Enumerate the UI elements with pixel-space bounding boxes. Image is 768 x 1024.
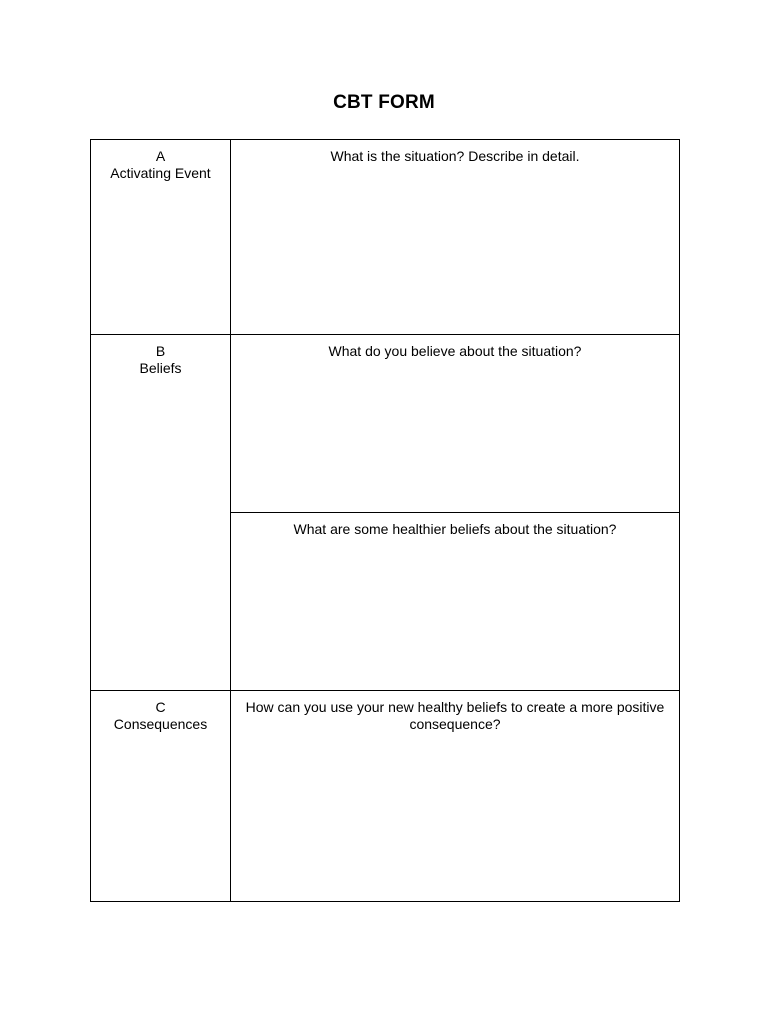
row-label: Activating Event <box>110 165 211 181</box>
response-cell-current-beliefs[interactable] <box>231 335 680 513</box>
row-label: Beliefs <box>139 360 182 376</box>
prompt-current-beliefs: What do you believe about the situation? <box>328 343 582 359</box>
label-cell-beliefs <box>91 335 231 691</box>
row-label: Consequences <box>113 716 208 732</box>
response-cell-healthier-beliefs[interactable] <box>231 513 680 691</box>
row-letter: A <box>155 148 166 164</box>
form-row-activating-event <box>91 140 680 335</box>
cbt-form-table <box>90 139 680 902</box>
response-cell-consequences[interactable] <box>231 691 680 902</box>
prompt-healthier-beliefs: What are some healthier beliefs about the situation? <box>293 521 617 537</box>
prompt-situation: What is the situation? Describe in detail. <box>330 148 580 164</box>
label-cell-activating-event <box>91 140 231 335</box>
label-cell-consequences <box>91 691 231 902</box>
page-title: CBT FORM <box>333 92 435 113</box>
row-letter: B <box>155 343 166 359</box>
form-row-consequences <box>91 691 680 902</box>
response-cell-situation[interactable] <box>231 140 680 335</box>
row-letter: C <box>155 699 166 715</box>
prompt-consequences: How can you use your new healthy beliefs to create a more positive consequence? <box>245 699 665 732</box>
form-row-beliefs <box>91 335 680 513</box>
